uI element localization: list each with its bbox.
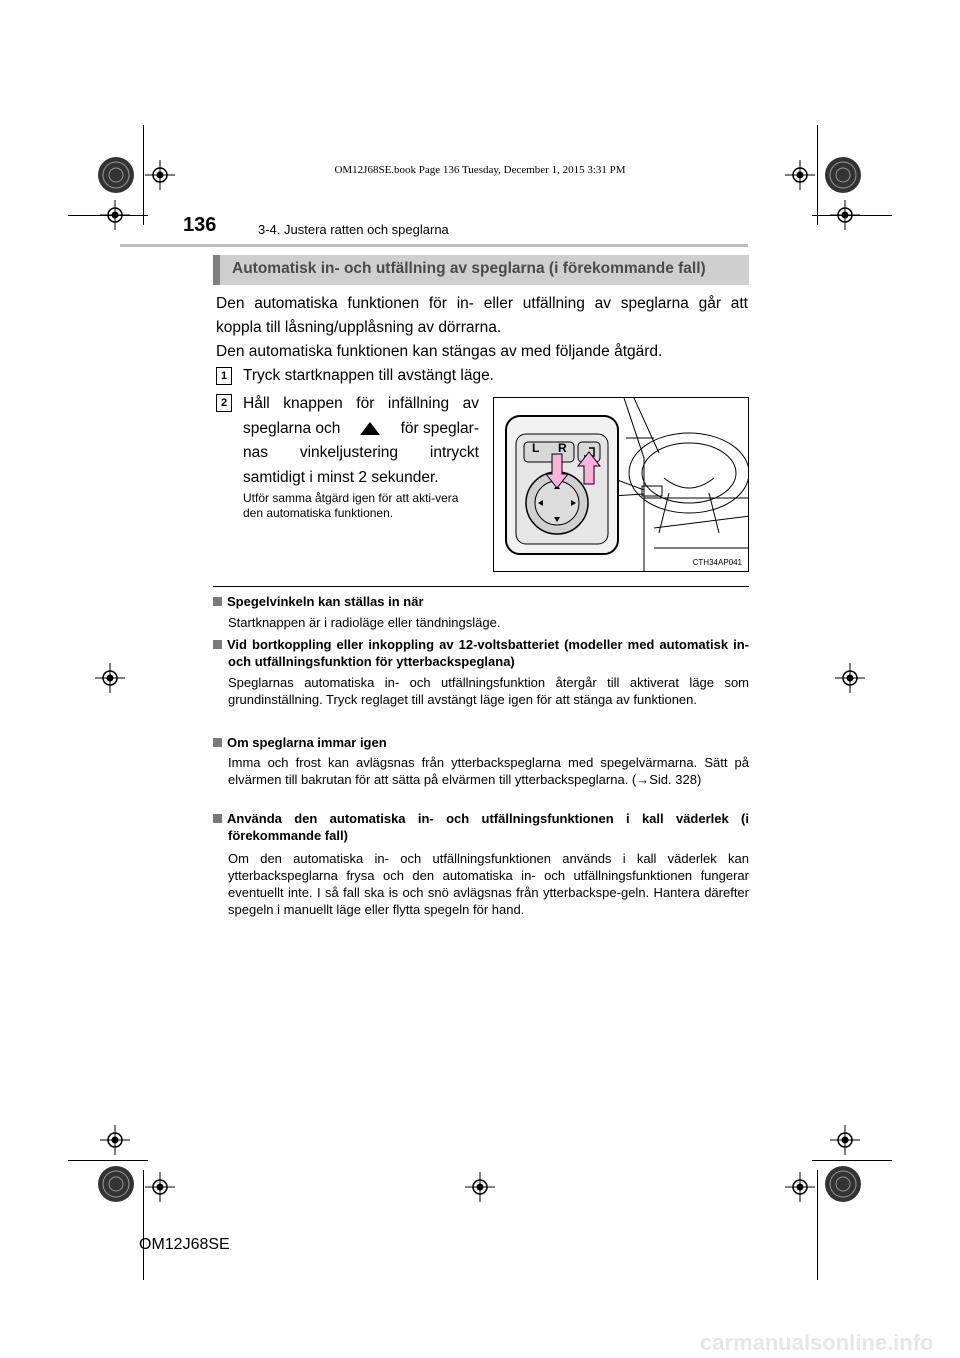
- step-2-line: samtidigt i minst 2 sekunder.: [243, 468, 439, 486]
- note-heading: [213, 636, 749, 670]
- step-number: 2: [216, 394, 232, 412]
- crosshair-icon: [785, 1172, 815, 1202]
- note-body: Startknappen är i radioläge eller tändningsläge.: [228, 615, 501, 630]
- section-title: Automatisk in- och utfällning av speglarna (i förekommande fall): [232, 260, 706, 277]
- crop-mark: [812, 1160, 892, 1161]
- note-heading: [213, 810, 749, 844]
- triangle-up-icon: [360, 422, 380, 435]
- step-note: Utför samma åtgärd igen för att akti-vera den automatiska funktionen.: [243, 491, 459, 520]
- square-bullet-icon: [213, 814, 222, 823]
- square-bullet-icon: [213, 640, 222, 649]
- note-heading-text: Spegelvinkeln kan ställas in när: [227, 594, 424, 609]
- note-body: Imma och frost kan avlägsnas från ytterbackspeglarna med spegelvärmarna. Sätt på elvärmen till bakrutan för att sätta på elvärmen till ytterbackspeglarna. (→Sid. 328): [228, 755, 749, 787]
- crosshair-icon: [830, 200, 860, 230]
- footer-code: OM12J68SE: [139, 1236, 230, 1253]
- watermark: carmanualsonline.info: [700, 1330, 934, 1355]
- crosshair-icon: [100, 1125, 130, 1155]
- crosshair-icon: [100, 200, 130, 230]
- figure-id: CTH34AP041: [692, 558, 742, 567]
- note-body: Speglarnas automatiska in- och utfällningsfunktion återgår till aktiverat läge som grundinställning. Tryck reglaget till avstängt läge igen för att stänga av funktionen.: [228, 675, 749, 707]
- left-mirror-label: L: [532, 441, 540, 455]
- registration-sunburst-icon: [823, 1164, 863, 1204]
- crop-mark: [817, 1170, 818, 1280]
- note-heading: [213, 734, 749, 751]
- intro-line-2: koppla till låsning/upplåsning av dörrarna.: [216, 319, 502, 336]
- divider-rule: [213, 586, 749, 587]
- header-rule: [120, 244, 748, 247]
- step-number: 1: [216, 367, 232, 385]
- crosshair-icon: [830, 1125, 860, 1155]
- note-body: Om den automatiska in- och utfällningsfunktionen används i kall väderlek kan ytterbackspeglarna frysa och den automatiska in- och utfällningsfunktionen fungerar eventuellt inte. I så fall ska is och snö avlägsnas från ytterbackspe-geln. Hantera därefter spegeln i manuellt läge eller flytta spegeln för hand.: [228, 851, 749, 917]
- crosshair-icon: [145, 1172, 175, 1202]
- right-mirror-label: R: [558, 441, 567, 455]
- intro-paragraph-2: Den automatiska funktionen kan stängas av med följande åtgärd.: [216, 343, 663, 360]
- square-bullet-icon: [213, 597, 222, 606]
- step-2-line: nas vinkeljustering intryckt: [243, 444, 479, 461]
- registration-sunburst-icon: [96, 1164, 136, 1204]
- crosshair-icon: [95, 663, 125, 693]
- step-2-text: [243, 392, 479, 490]
- note-heading: [213, 593, 749, 610]
- mirror-switch-illustration: [493, 397, 749, 572]
- crosshair-icon: [785, 160, 815, 190]
- step-2-line-part: för speglar-: [400, 419, 479, 437]
- step-2-line: [243, 417, 479, 442]
- registration-sunburst-icon: [96, 155, 136, 195]
- crosshair-icon: [145, 160, 175, 190]
- chapter-title: 3-4. Justera ratten och speglarna: [258, 222, 449, 237]
- section-heading-bar: [213, 255, 749, 285]
- book-info-line: OM12J68SE.book Page 136 Tuesday, December 1, 2015 3:31 PM: [334, 164, 626, 176]
- step-2-line: Håll knappen för infällning av: [243, 395, 479, 412]
- step-2-line-part: speglarna och: [243, 419, 341, 437]
- intro-line-1: Den automatiska funktionen för in- eller utfällning av speglarna går att: [216, 295, 748, 312]
- crosshair-icon: [465, 1172, 495, 1202]
- crop-mark: [143, 125, 144, 225]
- note-heading-text: Om speglarna immar igen: [227, 735, 387, 750]
- registration-sunburst-icon: [823, 155, 863, 195]
- note-heading-text: Vid bortkoppling eller inkoppling av 12-voltsbatteriet (modeller med automatisk in- och utfällningsfunktion för ytterbackspeglana): [227, 637, 749, 669]
- crosshair-icon: [835, 663, 865, 693]
- mirror-switch-drawing: [494, 398, 749, 572]
- note-heading-text: Använda den automatiska in- och utfällningsfunktionen i kall väderlek (i förekommande fall): [227, 811, 749, 843]
- step-text: Tryck startknappen till avstängt läge.: [243, 367, 494, 384]
- crop-mark: [817, 125, 818, 225]
- crop-mark: [143, 1170, 144, 1280]
- page-number: 136: [183, 214, 217, 236]
- square-bullet-icon: [213, 738, 222, 747]
- crop-mark: [68, 1160, 148, 1161]
